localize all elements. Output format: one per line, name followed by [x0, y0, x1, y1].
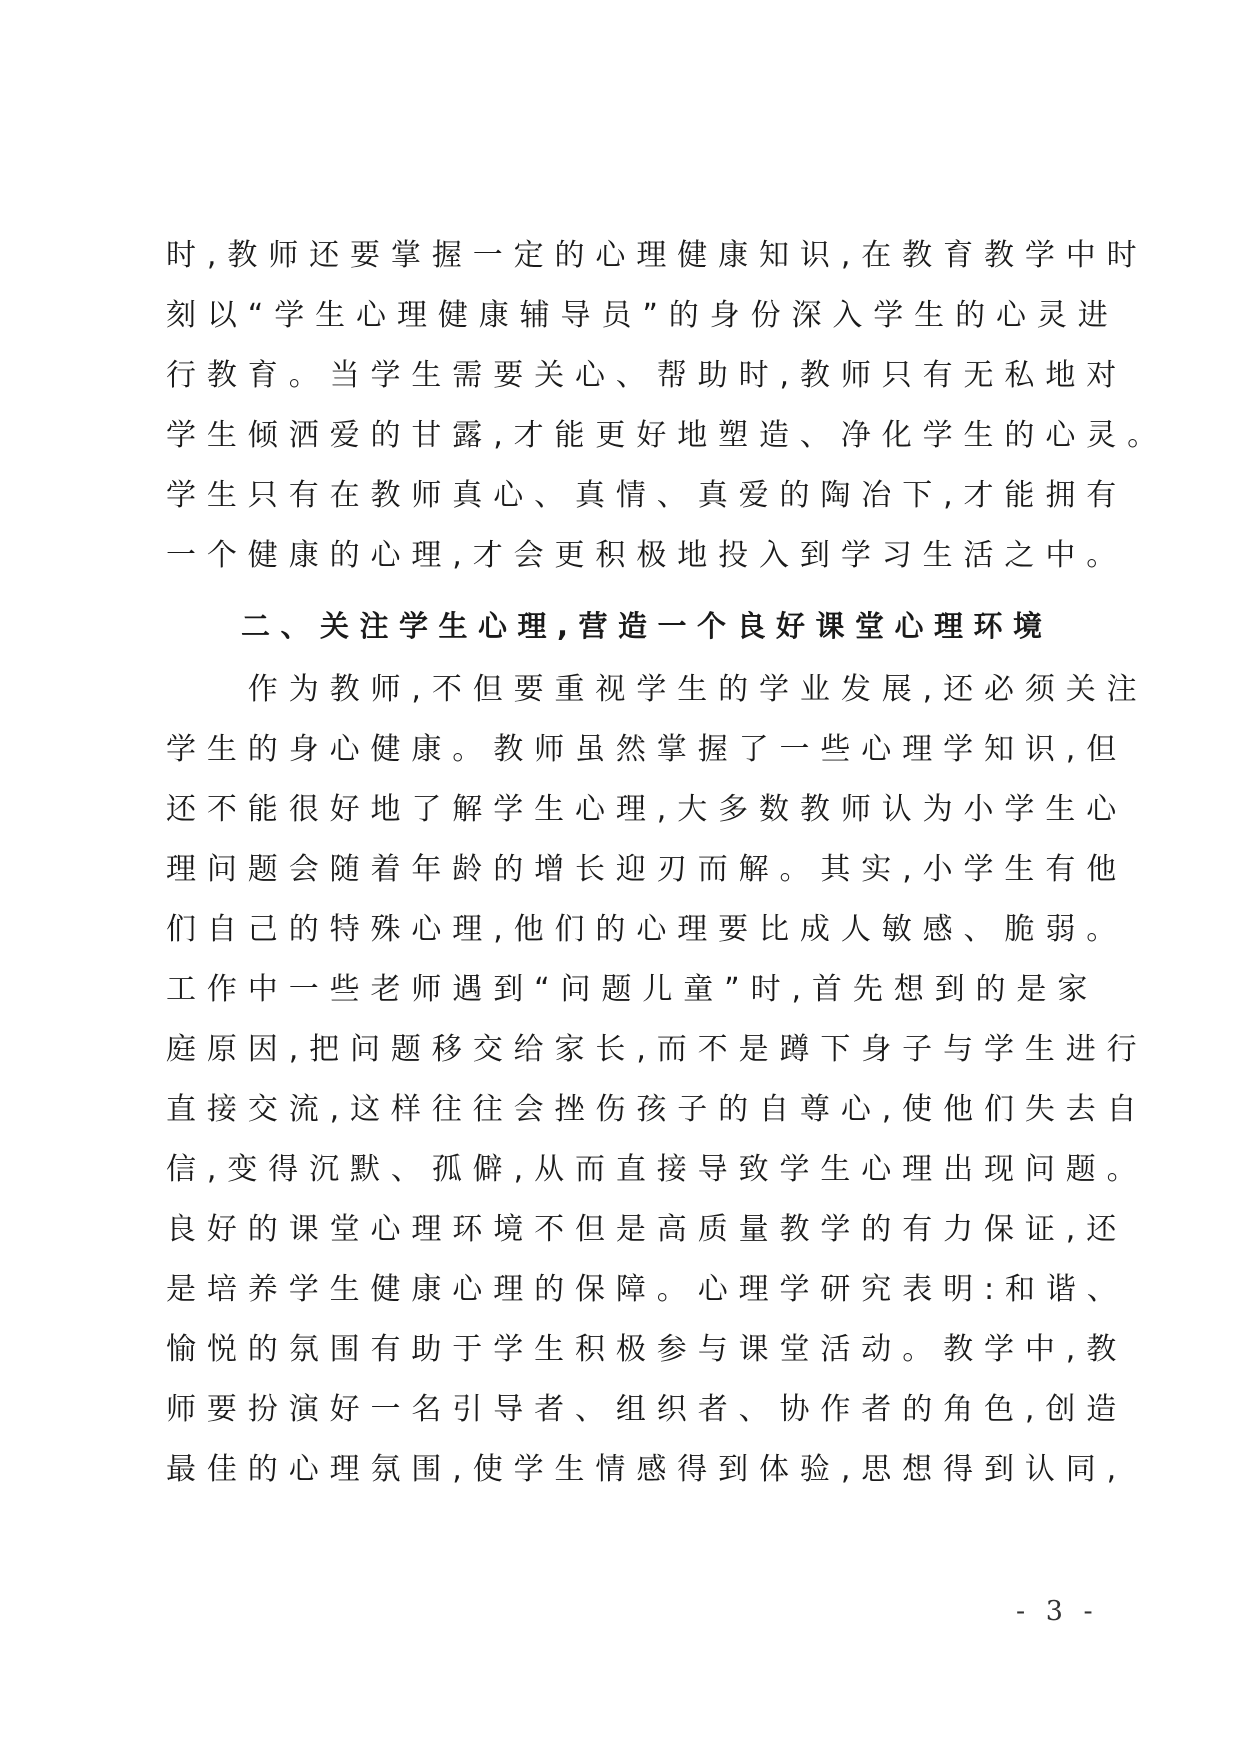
section-heading: 二、关注学生心理,营造一个良好课堂心理环境: [241, 609, 1053, 643]
text-line: 们自己的特殊心理,他们的心理要比成人敏感、脆弱。: [166, 912, 1128, 947]
text-line: 学生只有在教师真心、真情、真爱的陶冶下,才能拥有: [166, 478, 1128, 513]
paragraph-section-two: [166, 660, 1148, 1500]
text-line: 庭原因,把问题移交给家长,而不是蹲下身子与学生进行: [166, 1032, 1148, 1067]
text-line: 作为教师,不但要重视学生的学业发展,还必须关注: [166, 672, 1148, 707]
text-line: 师要扮演好一名引导者、组织者、协作者的角色,创造: [166, 1392, 1128, 1427]
text-line: 工作中一些老师遇到“问题儿童”时,首先想到的是家: [166, 972, 1099, 1007]
text-line: 良好的课堂心理环境不但是高质量教学的有力保证,还: [166, 1212, 1128, 1247]
text-line: 愉悦的氛围有助于学生积极参与课堂活动。教学中,教: [166, 1332, 1128, 1367]
text-line: 直接交流,这样往往会挫伤孩子的自尊心,使他们失去自: [166, 1092, 1148, 1127]
text-line: 学生的身心健康。教师虽然掌握了一些心理学知识,但: [166, 732, 1128, 767]
text-line: 是培养学生健康心理的保障。心理学研究表明:和谐、: [166, 1272, 1128, 1307]
text-line: 还不能很好地了解学生心理,大多数教师认为小学生心: [166, 792, 1128, 827]
document-body: [166, 226, 1169, 1500]
paragraph-continuation: [166, 226, 1169, 586]
page-number: - 3 -: [1016, 1596, 1099, 1627]
text-line: 时,教师还要掌握一定的心理健康知识,在教育教学中时: [166, 238, 1148, 273]
text-line: 刻以“学生心理健康辅导员”的身份深入学生的心灵进: [166, 298, 1119, 333]
text-line: 行教育。当学生需要关心、帮助时,教师只有无私地对: [166, 358, 1128, 393]
text-line: 理问题会随着年龄的增长迎刃而解。其实,小学生有他: [166, 852, 1128, 887]
text-line: 最佳的心理氛围,使学生情感得到体验,思想得到认同,: [166, 1452, 1128, 1487]
text-line: 学生倾洒爱的甘露,才能更好地塑造、净化学生的心灵。: [166, 418, 1169, 453]
text-line: 一个健康的心理,才会更积极地投入到学习生活之中。: [166, 538, 1128, 573]
text-line: 信,变得沉默、孤僻,从而直接导致学生心理出现问题。: [166, 1152, 1148, 1187]
